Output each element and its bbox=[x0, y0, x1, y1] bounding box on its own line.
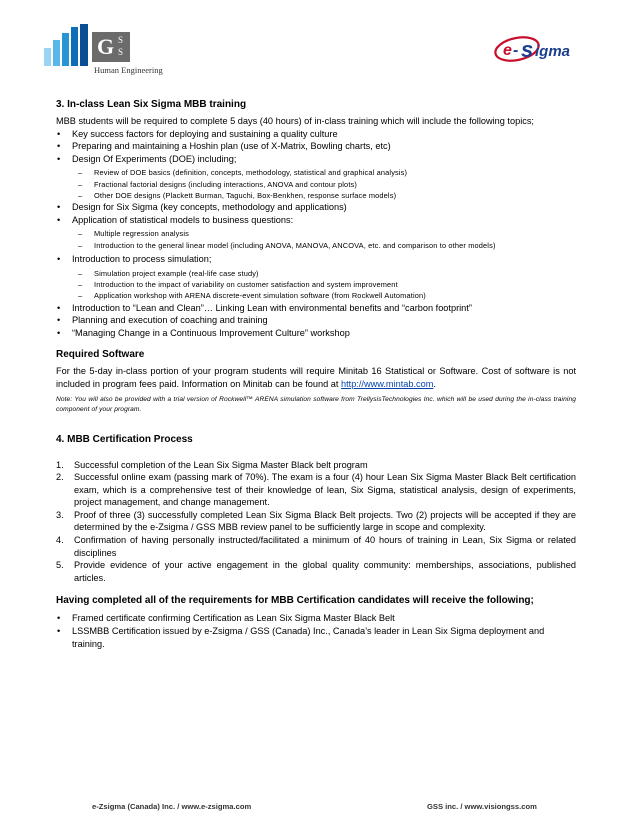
section3-subitem: – Introduction to the impact of variability on customer satisfaction and system improvement bbox=[56, 279, 576, 290]
section3-subitem: – Application workshop with ARENA discrete-event simulation software (from Rockwell Automation) bbox=[56, 290, 576, 301]
section3-subitem-wrapped: – Introduction to the general linear model (including ANOVA, MANOVA, ANCOVA, etc. and comparison to other models) bbox=[56, 240, 576, 251]
section3-bullet-7: • Introduction to “Lean and Clean”… Linking Lean with environmental benefits and “carbon footprint” bbox=[56, 302, 576, 315]
svg-text:e: e bbox=[503, 42, 512, 59]
step-number: 1. bbox=[56, 459, 64, 470]
certification-steps-list bbox=[56, 459, 576, 585]
section3-title: 3. In-class Lean Six Sigma MBB training bbox=[56, 99, 247, 110]
gss-bars-graphic bbox=[44, 24, 90, 66]
section3-bullet-3: • Design Of Experiments (DOE) including; bbox=[56, 153, 576, 166]
section3-intro: MBB students will be required to complete 5 days (40 hours) of in-class training which will include the following topics; bbox=[56, 116, 534, 126]
step-number: 5. bbox=[56, 560, 64, 571]
section3-bullet-6: • Introduction to process simulation; bbox=[56, 253, 576, 266]
footer-right: GSS inc. / www.visiongss.com bbox=[427, 802, 537, 811]
gss-logo bbox=[44, 24, 184, 76]
section3-bullet-2: • Preparing and maintaining a Hoshin plan (use of X-Matrix, Bowling charts, etc) bbox=[56, 140, 576, 153]
section3-subitem: – Other DOE designs (Plackett Burman, Taguchi, Box-Benkhen, response surface models) bbox=[56, 190, 576, 201]
software-note: Note: You will also be provided with a trial version of Rockwell™ ARENA simulation software from TrellysisTechnologies Inc. which will be used during the in-class training component of your program. bbox=[56, 395, 576, 413]
svg-text:-: - bbox=[513, 42, 519, 59]
step-text: Confirmation of having personally instructed/facilitated a minimum of 40 hours of training in Lean, Six Sigma or related disciplines bbox=[74, 535, 576, 558]
step-text: Provide evidence of your active engagement in the global quality community: memberships, associations, published articles. bbox=[74, 560, 576, 583]
main-content bbox=[56, 98, 576, 650]
svg-text:igma: igma bbox=[535, 43, 571, 60]
gss-letter-box bbox=[92, 32, 130, 62]
footer-left: e-Zsigma (Canada) Inc. / www.e-zsigma.com bbox=[92, 802, 252, 811]
step-text: Successful online exam (passing mark of 70%). The exam is a four (4) hour Lean Six Sigma Master Black Belt certification exam, which is a comprehensive test of their knowledge of lean, Six Sigma, statistical analysis, design of experiments, project management, and change management. bbox=[74, 472, 576, 508]
certification-step bbox=[56, 559, 576, 584]
section3-bullet-4: • Design for Six Sigma (key concepts, methodology and applications) bbox=[56, 201, 576, 214]
section3-subitem: – Review of DOE basics (definition, concepts, methodology, statistical and graphical analysis) bbox=[56, 167, 576, 178]
section3-subitem: – Fractional factorial designs (including interactions, ANOVA and contour plots) bbox=[56, 179, 576, 190]
step-number: 3. bbox=[56, 509, 64, 520]
section3-bullet-1: • Key success factors for deploying and sustaining a quality culture bbox=[56, 128, 576, 141]
ezsigma-logo bbox=[493, 34, 597, 64]
minitab-link[interactable]: http://www.mintab.com bbox=[341, 378, 434, 389]
certification-step bbox=[56, 471, 576, 509]
step-text: Successful completion of the Lean Six Sigma Master Black belt program bbox=[74, 459, 368, 470]
step-text: Proof of three (3) successfully completed Lean Six Sigma Black Belt projects. Two (2) projects will be accepted if they are determined by the e-Zsigma / GSS MBB review panel to be sufficiently large in scope and complexity. bbox=[74, 509, 576, 533]
certification-step bbox=[56, 459, 576, 472]
section3-subitem: – Simulation project example (real-life case study) bbox=[56, 268, 576, 279]
section3-bullet-8: • Planning and execution of coaching and training bbox=[56, 314, 576, 327]
software-text-paragraph bbox=[56, 365, 576, 390]
step-number: 4. bbox=[56, 535, 64, 546]
step-number: 2. bbox=[56, 472, 64, 483]
software-link-suffix: . bbox=[433, 378, 436, 389]
section3-subitem: – Multiple regression analysis bbox=[56, 228, 576, 239]
section3-bullet-9: • “Managing Change in a Continuous Improvement Culture” workshop bbox=[56, 327, 576, 340]
completion-bullet-1: • Framed certificate confirming Certification as Lean Six Sigma Master Black Belt bbox=[56, 612, 576, 625]
certification-step bbox=[56, 509, 576, 534]
gss-logo-g: G bbox=[97, 34, 115, 59]
completion-bullet-2: • LSSMBB Certification issued by e-Zsigma / GSS (Canada) Inc., Canada’s leader in Lean Six Sigma deployment and training. bbox=[56, 625, 576, 650]
gss-logo-ss: S S bbox=[118, 35, 124, 57]
section3-bullet-5: • Application of statistical models to business questions: bbox=[56, 214, 576, 227]
software-title: Required Software bbox=[56, 349, 145, 361]
ezsigma-logo-graphic bbox=[493, 34, 597, 64]
completion-title: Having completed all of the requirements for MBB Certification candidates will receive the following; bbox=[56, 595, 534, 607]
certification-step bbox=[56, 534, 576, 559]
svg-text:s: s bbox=[521, 37, 534, 62]
section4-title: 4. MBB Certification Process bbox=[56, 433, 193, 445]
gss-tagline: Human Engineering bbox=[94, 65, 163, 75]
software-text: For the 5-day in-class portion of your program students will require Minitab 16 Statistical or Software. Cost of software is not included in program fees paid. Information on Minitab can be found at bbox=[56, 366, 576, 389]
